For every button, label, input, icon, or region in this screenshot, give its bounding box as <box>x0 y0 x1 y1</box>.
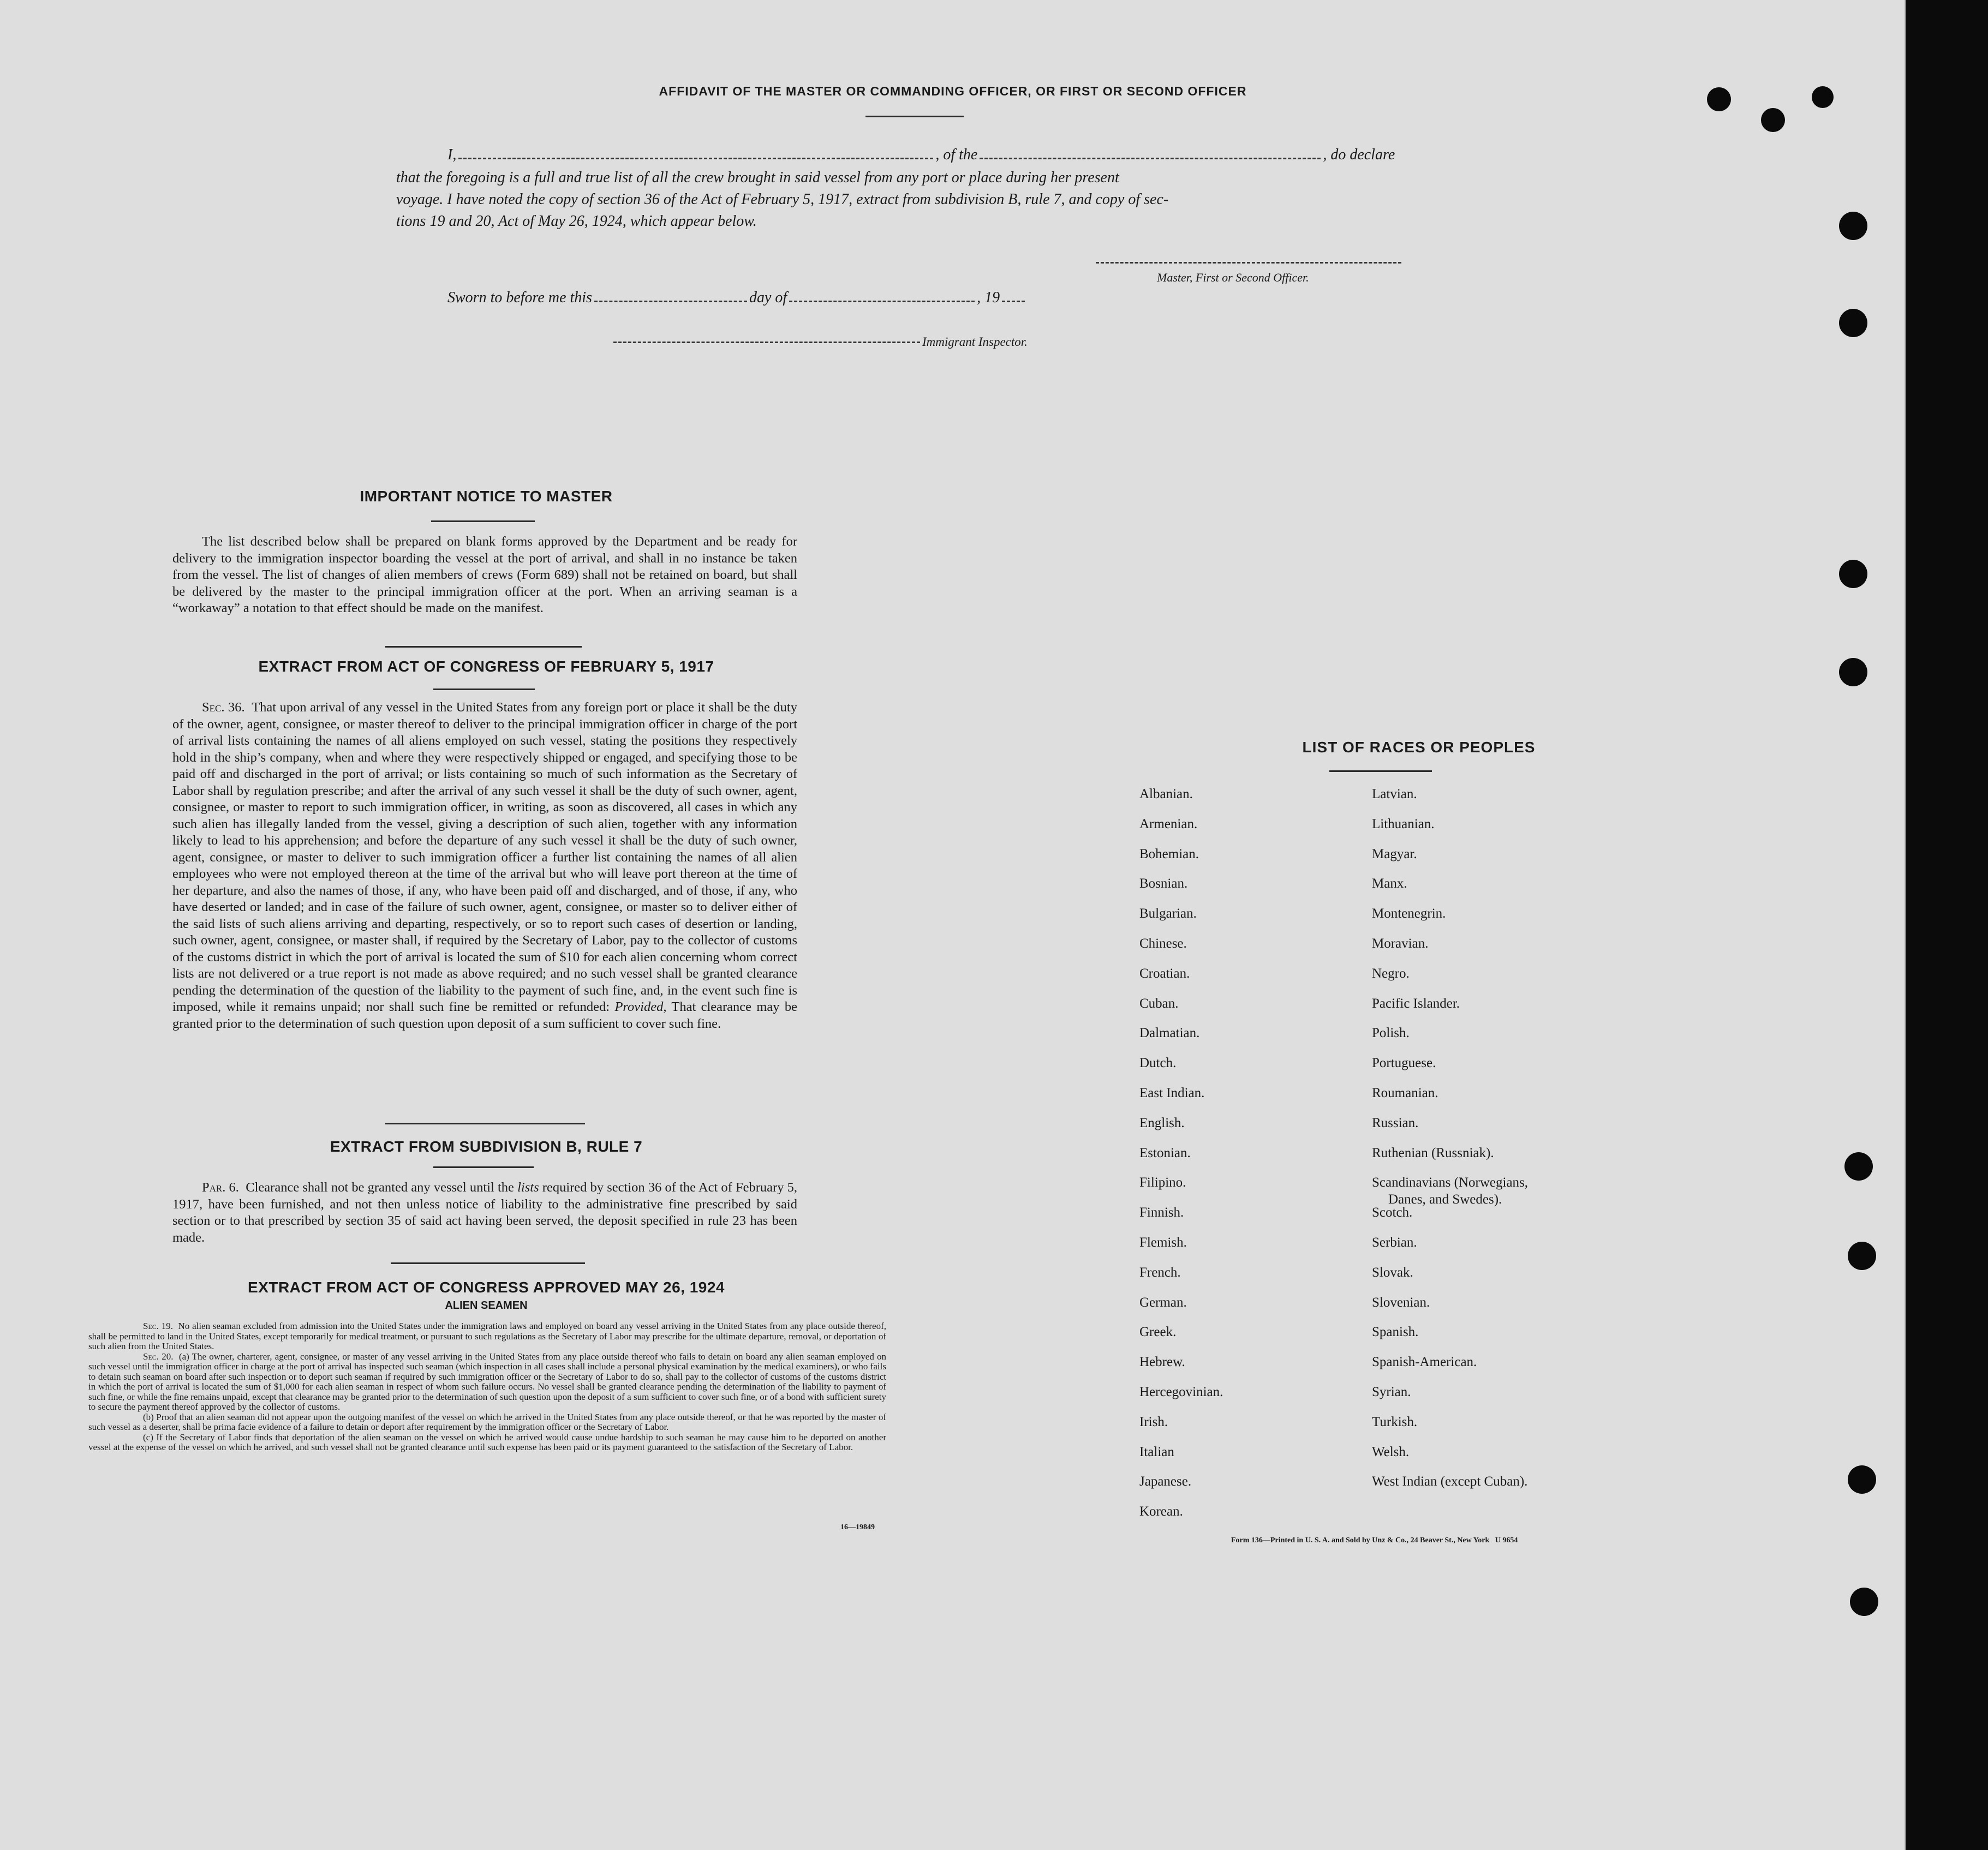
inspector-label: Immigrant Inspector. <box>922 335 1028 349</box>
act1924-subheading: ALIEN SEAMEN <box>445 1300 528 1312</box>
notice-rule <box>431 520 535 522</box>
sec20a-text: (a) The owner, charterer, agent, consignee, or master of any vessel arriving in the United States from any place outside thereof who fails to detain on board any alien seaman employed on such vessel until the immigration officer in charge at the port of arrival has inspected such seaman (which inspection in all cases shall include a personal physical examination by the medical examiners), or who fails to detain such seaman on board after such inspection or to deport such seaman if required by such immigration officer or the Secretary of Labor to do so, shall pay to the collector of customs of the customs district in which the port of arrival is located the sum of $1,000 for each alien seaman in respect of whom such failure occurs. No vessel shall be granted clearance pending the determination of the liability to payment of such fine, or while the fine remains unpaid, except that clearance may be granted prior to the determination of such question upon the deposit of a sum sufficient to cover such fine, or of a bond with sufficient surety to secure the payment thereof approved by the collector of customs. <box>88 1351 887 1412</box>
sworn-line <box>447 289 1027 307</box>
section-rule <box>385 1123 585 1124</box>
races-heading: LIST OF RACES OR PEOPLES <box>1302 739 1536 756</box>
race-item: Scandinavians (Norwegians, <box>1372 1175 1529 1190</box>
inspector-signature-line <box>613 342 920 343</box>
title-rule <box>865 116 964 117</box>
binder-hole <box>1848 1242 1876 1270</box>
race-item: Cuban. <box>1139 996 1179 1011</box>
binder-hole <box>1850 1588 1878 1616</box>
binder-hole <box>1839 658 1867 686</box>
race-item: Dalmatian. <box>1139 1026 1200 1041</box>
affidavit-title: AFFIDAVIT OF THE MASTER OR COMMANDING OFFICER, OR FIRST OR SECOND OFFICER <box>659 84 1247 98</box>
act1917-text <box>172 699 797 1032</box>
race-item: Japanese. <box>1139 1474 1192 1489</box>
sworn-prefix: Sworn to before me this <box>447 289 592 306</box>
name-blank <box>458 154 933 159</box>
sworn-year-blank <box>1002 297 1025 302</box>
race-item: Portuguese. <box>1372 1056 1436 1071</box>
race-item: Turkish. <box>1372 1414 1418 1429</box>
race-item: Irish. <box>1139 1414 1168 1429</box>
race-item: Flemish. <box>1139 1235 1187 1250</box>
race-item: Bosnian. <box>1139 876 1188 891</box>
race-item: Latvian. <box>1372 787 1417 801</box>
act1917-text-after: That clearance may be granted prior to the determination of such question upon deposit of a sum sufficient to cover such fine. <box>172 999 797 1031</box>
race-item: Polish. <box>1372 1026 1410 1041</box>
race-item: Chinese. <box>1139 936 1187 951</box>
rule7-lists: lists <box>517 1180 539 1195</box>
act1917-provided: Provided, <box>614 999 667 1014</box>
affidavit-of-the: , of the <box>935 146 978 163</box>
race-item: Albanian. <box>1139 787 1193 801</box>
race-item: Magyar. <box>1372 846 1417 861</box>
sec20c-paragraph: (c) If the Secretary of Labor finds that deportation of the alien seaman on the vessel on which he arrived would cause undue hardship to such seaman he may cause him to be deported on another vessel at the expense of the vessel on which he arrived, and such vessel shall not be granted clearance until such expense has been paid or its payment guaranteed to the satisfaction of the Secretary of Labor. <box>88 1432 886 1452</box>
race-item: Spanish. <box>1372 1325 1419 1340</box>
race-item: Bulgarian. <box>1139 906 1197 921</box>
sworn-month-blank <box>789 297 975 302</box>
race-item: Filipino. <box>1139 1175 1186 1190</box>
race-item: Welsh. <box>1372 1444 1410 1459</box>
race-item: Slovenian. <box>1372 1295 1430 1310</box>
rule7-par-label: Par. 6. <box>202 1180 239 1195</box>
race-item: Scotch. <box>1372 1205 1413 1220</box>
rule7-text-after: required by section 36 of the Act of February 5, 1917, have been furnished, and not then unless notice of liability to the administrative fine prescribed by said section or to that prescribed by section 35 of said act having been served, the deposit specified in rule 23 has been made. <box>172 1180 798 1245</box>
race-item: Dutch. <box>1139 1056 1177 1071</box>
act1917-rule <box>433 688 535 690</box>
race-item: Serbian. <box>1372 1235 1417 1250</box>
notice-text: The list described below shall be prepared on blank forms approved by the Department and be ready for delivery to the immigration inspector boarding the vessel at the port of arrival, and shall in no instance be taken from the vessel. The list of changes of alien members of crews (Form 689) shall not be retained on board, but shall be delivered by the master to the principal immigration officer at the port. When an arriving seaman is a “workaway” a notation to that effect should be made on the manifest. <box>172 534 797 615</box>
race-item: Italian <box>1139 1444 1174 1459</box>
notice-heading: IMPORTANT NOTICE TO MASTER <box>360 488 613 505</box>
section-rule <box>385 646 582 648</box>
binder-hole <box>1839 560 1867 588</box>
sworn-day-of: day of <box>749 289 787 306</box>
race-item: Pacific Islander. <box>1372 996 1460 1011</box>
affidavit-line4: tions 19 and 20, Act of May 26, 1924, which appear below. <box>396 213 757 230</box>
act1917-heading: EXTRACT FROM ACT OF CONGRESS OF FEBRUARY 5, 1917 <box>258 658 714 675</box>
race-item: Roumanian. <box>1372 1086 1438 1100</box>
act1917-sec-label: Sec. 36. <box>202 700 245 715</box>
race-item: West Indian (except Cuban). <box>1372 1474 1528 1489</box>
race-item: East Indian. <box>1139 1086 1205 1100</box>
rule7-text-before: Clearance shall not be granted any vessel until the <box>246 1180 514 1195</box>
sec20-label: Sec. 20. <box>143 1351 174 1362</box>
race-item: Greek. <box>1139 1325 1177 1340</box>
race-item: Slovak. <box>1372 1265 1413 1280</box>
binder-hole <box>1761 108 1785 132</box>
sec20a-paragraph <box>88 1352 886 1412</box>
vessel-blank <box>980 154 1321 159</box>
race-item: Estonian. <box>1139 1145 1191 1160</box>
affidavit-line3: voyage. I have noted the copy of section 36 of the Act of February 5, 1917, extract from subdivision B, rule 7, and copy of sec- <box>396 191 1169 208</box>
master-label: Master, First or Second Officer. <box>1157 271 1309 284</box>
race-item: German. <box>1139 1295 1187 1310</box>
race-item: Ruthenian (Russniak). <box>1372 1145 1494 1160</box>
race-item: Moravian. <box>1372 936 1429 951</box>
form-footer: Form 136—Printed in U. S. A. and Sold by Unz & Co., 24 Beaver St., New York U 9654 <box>1231 1536 1518 1544</box>
rule7-heading: EXTRACT FROM SUBDIVISION B, RULE 7 <box>330 1138 643 1155</box>
race-item: French. <box>1139 1265 1181 1280</box>
race-item: Hebrew. <box>1139 1355 1185 1370</box>
act1917-text-before: That upon arrival of any vessel in the United States from any foreign port or place it shall be the duty of the owner, agent, consignee, or master thereof to deliver to the principal immigration officer in charge of the port of arrival lists containing the names of all aliens employed on such vessel, stating the positions they respectively hold in the ship’s company, when and where they were respectively shipped or engaged, and specifying those to be paid off and discharged in the port of arrival; or lists containing so much of such information as the Secretary of Labor shall by regulation prescribe; and after the arrival of any such vessel it shall be the duty of such owner, agent, consignee, or master to report to such immigration officer, in writing, as soon as discovered, all cases in which any such alien has illegally landed from the vessel, giving a description of such alien, together with any information likely to lead to his apprehension; and before the departure of any such vessel it shall be the duty of such owner, agent, consignee, or master to deliver to such immigration officer a further list containing the names of all alien employees who were not employed thereon at the time of the arrival but who will leave port thereon at the time of her departure, and also the names of those, if any, who have been paid off and discharged, and of those, if any, who have deserted or landed; and in case of the failure of such owner, agent, consignee, or master so to deliver either of the said lists of such aliens arriving and departing, respectively, or so to report such cases of desertion or landing, such owner, agent, consignee, or master shall, if required by the Secretary of Labor, pay to the collector of customs of the customs district in which the port of arrival is located the sum of $10 for each alien concerning whom correct lists are not delivered or a true report is not made as above required; and no such vessel shall be granted clearance pending the determination of the question of the liability to the payment of such fine, and, in the event such fine is imposed, while it remains unpaid; nor shall such fine be remitted or refunded: <box>172 700 797 1014</box>
sec20b-paragraph: (b) Proof that an alien seaman did not appear upon the outgoing manifest of the vessel on which he arrived in the United States from any place outside thereof, or that he was reported by the master of such vessel as a deserter, shall be prima facie evidence of a failure to detain or deport after requirement by the immigration officer or the Secretary of Labor. <box>88 1411 886 1432</box>
race-item: Bohemian. <box>1139 846 1199 861</box>
rule7-rule <box>433 1166 534 1168</box>
affidavit-line2: that the foregoing is a full and true list of all the crew brought in said vessel from any port or place during her present <box>396 169 1119 186</box>
binder-hole <box>1844 1152 1873 1181</box>
act1924-text <box>88 1321 886 1453</box>
sec19-text: No alien seaman excluded from admission into the United States under the immigration laws and employed on board any vessel arriving in the United States from any place outside thereof, shall be permitted to land in the United States, except temporarily for medical treatment, or pursuant to such regulations as the Secretary of Labor may prescribe for the ultimate departure, removal, or deportation of such alien from the United States. <box>88 1321 887 1351</box>
race-item: Negro. <box>1372 966 1410 981</box>
print-code: 16—19849 <box>840 1523 875 1531</box>
race-item: Montenegrin. <box>1372 906 1446 921</box>
affidavit-i: I, <box>447 146 457 163</box>
race-item: Hercegovinian. <box>1139 1385 1223 1399</box>
race-item: Russian. <box>1372 1115 1419 1130</box>
binder-hole <box>1839 309 1867 337</box>
race-item: Croatian. <box>1139 966 1190 981</box>
races-rule <box>1329 770 1432 772</box>
sec19-label: Sec. 19. <box>143 1321 174 1331</box>
affidavit-declare: , do declare <box>1323 146 1395 163</box>
master-signature-line <box>1096 262 1401 264</box>
race-item: Armenian. <box>1139 816 1198 831</box>
race-item: Danes, and Swedes). <box>1388 1192 1502 1207</box>
affidavit-line1 <box>447 146 1395 164</box>
race-item: Finnish. <box>1139 1205 1184 1220</box>
sworn-day-blank <box>594 297 747 302</box>
rule7-text <box>172 1180 797 1246</box>
section-rule <box>391 1262 585 1264</box>
race-item: English. <box>1139 1115 1185 1130</box>
race-item: Korean. <box>1139 1504 1183 1519</box>
binder-hole <box>1839 212 1867 240</box>
sworn-year: , 19 <box>977 289 1000 306</box>
race-item: Syrian. <box>1372 1385 1411 1399</box>
act1924-heading: EXTRACT FROM ACT OF CONGRESS APPROVED MAY 26, 1924 <box>248 1279 725 1296</box>
race-item: Lithuanian. <box>1372 816 1435 831</box>
race-item: Spanish-American. <box>1372 1355 1477 1370</box>
binder-hole <box>1848 1465 1876 1494</box>
race-item: Manx. <box>1372 876 1407 891</box>
sec19-paragraph <box>88 1321 886 1352</box>
